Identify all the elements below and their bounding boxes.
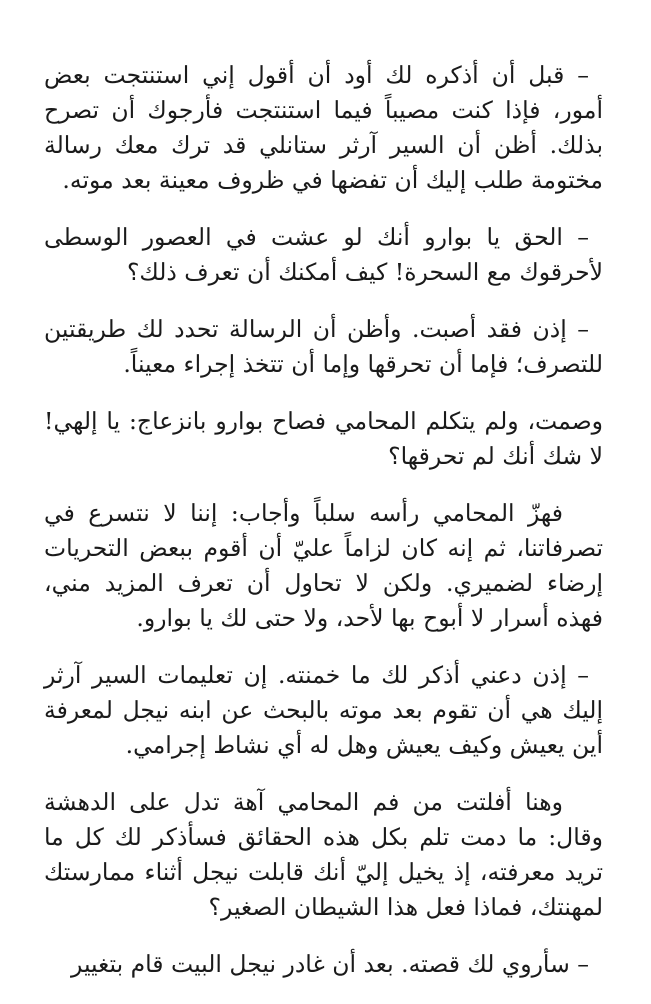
paragraph: – الحق يا بوارو أنك لو عشت في العصور الوسطى لأحرقوك مع السحرة! كيف أمكنك أن تعرف ذلك؟ [44, 223, 603, 286]
paragraph: وصمت، ولم يتكلم المحامي فصاح بوارو بانزعاج: يا إلهي! لا شك أنك لم تحرقها؟ [44, 407, 603, 470]
paragraph: – إذن فقد أصبت. وأظن أن الرسالة تحدد لك طريقتين للتصرف؛ فإما أن تحرقها وإما أن تتخذ إجراء معيناً. [44, 315, 603, 378]
book-page [44, 58, 603, 1004]
paragraph: وهنا أفلتت من فم المحامي آهة تدل على الدهشة وقال: ما دمت تلم بكل هذه الحقائق فسأذكر لك كل ما تريد معرفته، إذ يخيل إليّ أنك قابلت نيجل أثناء ممارستك لمهنتك، فماذا فعل هذا الشيطان الصغير؟ [44, 788, 603, 921]
paragraph: – إذن دعني أذكر لك ما خمنته. إن تعليمات السير آرثر إليك هي أن تقوم بعد موته بالبحث عن ابنه نيجل لمعرفة أين يعيش وكيف يعيش وهل له أي نشاط إجرامي. [44, 661, 603, 759]
paragraph: فهزّ المحامي رأسه سلباً وأجاب: إننا لا نتسرع في تصرفاتنا، ثم إنه كان لزاماً عليّ أن أقوم ببعض التحريات إرضاء لضميري. ولكن لا تحاول أن تعرف المزيد مني، فهذه أسرار لا أبوح بها لأحد، ولا حتى لك يا بوارو. [44, 499, 603, 632]
paragraph: – قبل أن أذكره لك أود أن أقول إني استنتجت بعض أمور، فإذا كنت مصيباً فيما استنتجت فأرجوك أن تصرح بذلك. أظن أن السير آرثر ستانلي قد ترك معك رسالة مختومة طلب إليك أن تفضها في ظروف معينة بعد موته. [44, 61, 603, 194]
paragraph: – سأروي لك قصته. بعد أن غادر نيجل البيت قام بتغيير [71, 950, 589, 978]
